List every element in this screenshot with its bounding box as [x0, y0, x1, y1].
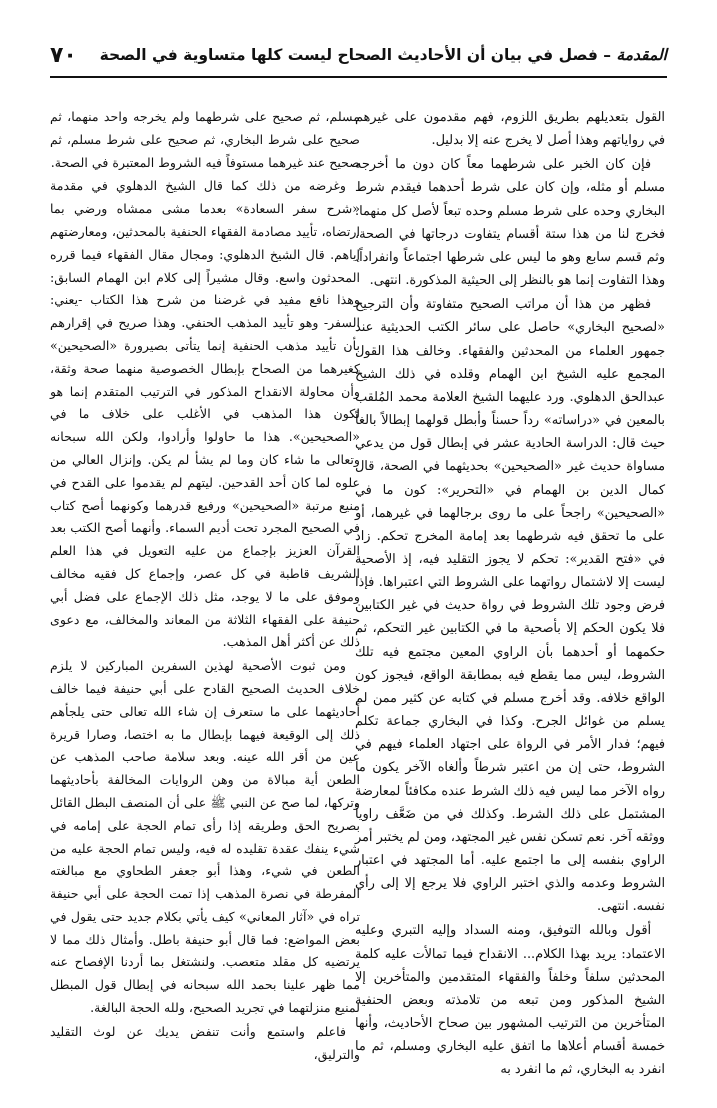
paragraph: القول بتعديلهم بطريق اللزوم، فهم مقدمون على غيرهم في رواياتهم وهذا أصل لا يخرج عنه إلا بدليل.	[355, 110, 665, 149]
page-header	[50, 38, 667, 72]
page-number: ٧٠	[50, 42, 77, 68]
paragraph: فظهر من هذا أن مراتب الصحيح متفاوتة وأن الترجيح «لصحيح البخاري» حاصل على سائر الكتب الحديثية عند جمهور العلماء من المحدثين والفقهاء. وخالف هذا القول المجمع عليه الشيخ ابن الهمام وقلده في ذلك الشيخ عبدالحق الدهلوي. ورد عليهما الشيخ العلامة محمد المُلقب بالمعين في «دراساته» رداً حسناً وأبطل قولهما إبطالاً بالغاً حيث قال: الدراسة الحادية عشر في إبطال قول من يدعي مساواة حديث غير «الصحيحين» بحديثهما في الصحة، قال كمال الدين بن الهمام في «التحرير»: كون ما في «الصحيحين» راجحاً على ما روى برجالهما في غيرهما، أو على ما تحقق فيه شرطهما بعد إمامة المخرج تحكم. زاد في «فتح القدير»: تحكم لا يجوز التقليد فيه، إذ الأصحية ليست إلا لاشتمال رواتهما على الشروط التي اعتبراها. فإذا فرض وجود تلك الشروط في رواة حديث في غير الكتابين فلا يكون الحكم إلا بأصحية ما في الكتابين غير التحكم، ثم حكمهما أو أحدهما بأن الراوي المعين مجتمع فيه تلك الشروط، ليس مما يقطع فيه بمطابقة الواقع، فيجوز كون الواقع خلافه. وقد أخرج مسلم في كتابه عن كثير ممن لم يسلم من غوائل الجرح. وكذا في البخاري جماعة تكلم فيهم؛ فدار الأمر في الرواة على اجتهاد العلماء فيهم في الشروط، حتى إن من اعتبر شرطاً وألغاه الآخر يكون ما رواه الآخر مما ليس فيه ذلك الشرط عنده مكافئاً لمعارضة المشتمل على ذلك الشرط. وكذلك في من ضَعَّف راوياً ووثقه آخر. نعم تسكن نفس غير المجتهد، ومن لم يختبر أمر الراوي بنفسه إلى ما اجتمع عليه. أما المجتهد في اعتبار الشروط وعدمه والذي اختبر الراوي فلا يرجع إلا إلى رأي نفسه. انتهى.	[355, 297, 665, 915]
right-column	[355, 106, 665, 1083]
paragraph: وغرضه من ذلك كما قال الشيخ الدهلوي في مقدمة «شرح سفر السعادة» بعدما مشى ممشاه ورضي بما ارتضاه، تأييد مصادمة الفقهاء الحنفية بالمحدثين، ومعارضتهم إياهم. قال الشيخ الدهلوي: ومجال مقال الفقهاء فيما قرره المحدثون واسع. وقال مشيراً إلى كلام ابن الهمام السابق: وهذا نافع مفيد في غرضنا من شرح هذا الكتاب -يعني: السفر- وهو تأييد المذهب الحنفي. وهذا صريح في إقرارهم بأن تأييد مذهب الحنفية إنما يتأتى بصيرورة «الصحيحين» كغيرهما من الصحاح بإبطال الخصوصية منهما صحة وثقة، وأن محاولة الانقداح المذكور في الترتيب المتقدم إنما هو لكون هذا المذهب في الأغلب على خلاف ما في «الصحيحين». هذا ما حاولوا وأرادوا، ولكن الله سبحانه وتعالى ما شاء كان وما لم يشأ لم يكن. وإنزال العالي من علوه لما كان أحد القدحين. ليتهم لم يقدموا على القدح في منيع مرتبة «الصحيحين» ورفيع قدرهما وكونهما أصح كتاب في الصحيح المجرد تحت أديم السماء. وأنهما أصح الكتب بعد القرآن العزيز بإجماع من عليه التعويل في هذا العلم الشريف قاطبة في كل عصر، وإجماع كل فقيه مخالف وموفق على ما لا يوجد، مثل ذلك الإجماع على فضل أبي حنيفة على الفقهاء الثلاثة من المعاند والمخالف، مع دعوى ذلك عن أكثر أهل المذهب.	[50, 178, 360, 650]
running-title-lead: المقدمة	[616, 46, 667, 64]
header-rule	[50, 76, 667, 78]
paragraph: مسلم، ثم صحيح على شرطهما ولم يخرجه واحد منهما، ثم صحيح على شرط البخاري، ثم صحيح على شرط مسلم، ثم صحيح عند غيرهما مستوفاً فيه الشروط المعتبرة في الصحة.	[50, 109, 360, 170]
paragraph: أقول وبالله التوفيق، ومنه السداد وإليه التبري وعليه الاعتماد: يريد بهذا الكلام... الانقداح فيما تمالأت عليه كلمة المحدثين سلفاً وخلفاً والفقهاء المتقدمين والمتأخرين إلا الشيخ المذكور ومن تبعه من تلامذته وبعض الحنفية المتأخرين من الترتيب المشهور بين صحاح الأحاديث، وأنها خمسة أقسام أعلاها ما اتفق عليه البخاري ومسلم، ثم ما انفرد به البخاري، ثم ما انفرد به	[355, 923, 665, 1078]
left-column	[50, 106, 360, 1067]
running-title-text: – فصل في بيان أن الأحاديث الصحاح ليست كلها متساوية في الصحة	[99, 46, 617, 64]
paragraph: فإن كان الخبر على شرطهما معاً كان دون ما أخرجه مسلم أو مثله، وإن كان على شرط أحدهما فيقدم شرط البخاري وحده على شرط مسلم وحده تبعاً لأصل كل منهما. فخرج لنا من هذا ستة أقسام يتفاوت درجاتها في الصحة، وثم قسم سابع وهو ما ليس على شرطها اجتماعاً وانفراداً. وهذا التفاوت إنما هو بالنظر إلى الحيثية المذكورة. انتهى.	[355, 157, 665, 289]
running-title	[100, 46, 667, 64]
paragraph: ومن ثبوت الأصحية لهذين السفرين المباركين لا يلزم خلاف الحديث الصحيح القادح على أبي حنيفة فيما خالف أحاديثهما على ما ستعرف إن شاء الله تعالى حتى يلجأهم ذلك إلى الوقيعة فيهما بإبطال ما به اختصا، وصارا قريرة عين من أقر الله عينه. وبعد سلامة صاحب المذهب عن الطعن أية مبالاة من وهن الروايات المخالفة بأحاديثهما وتركها، لما صح عن النبي ﷺ على أن المنصف البطل القائل بصريح الحق وطريقه إذا رأى تمام الحجة على إمامه في شيء ينفك عقدة تقليده له فيه، وليس تمام الحجة عليه من الطعن في شيء، وهذا أبو جعفر الطحاوي مع مبالغته المفرطة في نصرة المذهب إذا تمت الحجة على أبي حنيفة تراه في «آثار المعاني» كيف يأتي بكلام جديد حتى يقول في بعض المواضع: فما قال أبو حنيفة باطل. وأمثال ذلك مما لا يرتضيه كل مقلد متعصب. ولنشتغل بما أردنا الإفصاح عنه مما ظهر علينا بحمد الله سبحانه في إبطال قول المبطل لمنيع منزلتهما في تجريد الصحيح، ولله الحجة البالغة.	[50, 658, 360, 1016]
paragraph: فاعلم واستمع وأنت تنفض يديك عن لوث التقليد والترليق،	[50, 1023, 360, 1062]
